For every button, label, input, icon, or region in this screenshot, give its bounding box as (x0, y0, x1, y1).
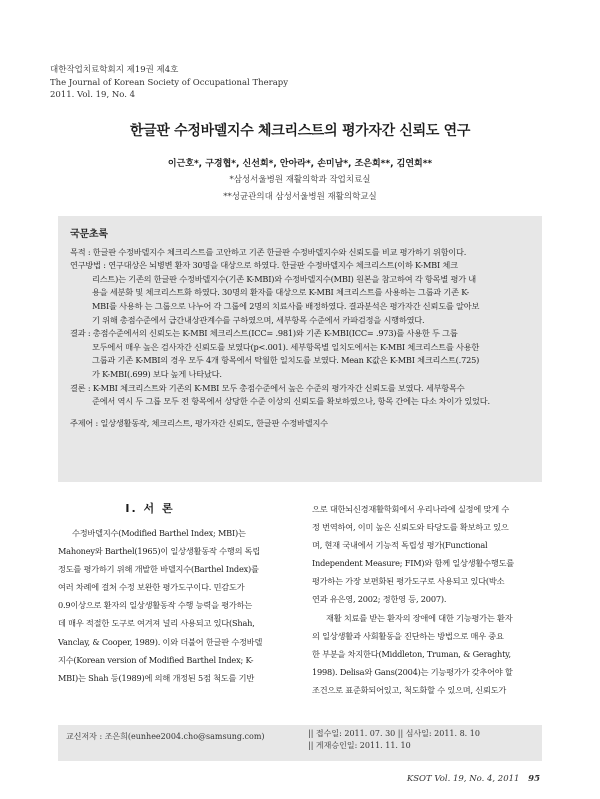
body-text-line: 0.9이상으로 환자의 일상생활동작 수행 능력을 평가하는 (58, 600, 253, 611)
journal-issue: 2011. Vol. 19, No. 4 (50, 90, 136, 100)
body-text-line: Vanclay, & Cooper, 1989). 이와 더불어 한글판 수정바델 (58, 636, 263, 647)
body-text-line: 의 일상생활과 사회활동을 진단하는 방법으로 매우 중요 (312, 630, 504, 641)
abstract-line: 기 위해 총점수준에서 급간내상관계수를 구하였으며, 세부항목 수준에서 카파검정을 시행하였다. (92, 314, 425, 325)
footer-journal-ref: KSOT Vol. 19, No. 4, 2011 (406, 774, 520, 784)
abstract-line: 모두에서 매우 높은 검사자간 신뢰도를 보였다(p<.001). 세부항목별 일치도에서는 K-MBI 체크리스트를 사용한 (92, 341, 480, 352)
body-text-line: 으로 대한뇌신경재활학회에서 우리나라에 실정에 맞게 수 (312, 504, 510, 514)
abstract-line: 준에서 역시 두 그룹 모두 전 항목에서 상당한 수준 이상의 신뢰도를 확보하였으나, 항목 간에는 다소 차이가 있었다. (92, 396, 490, 407)
body-text-line: 조건으로 표준화되어있고, 척도화할 수 있으며, 신뢰도가 (312, 684, 507, 695)
body-column-right (312, 500, 547, 699)
body-text-line: Mahoney와 Barthel(1965)이 일상생활동작 수행의 독립 (58, 546, 261, 557)
abstract-line: 결론 : K-MBI 체크리스트와 기존의 K-MBI 모두 총점수준에서 높은 수준의 평가자간 신뢰도를 보였다. 세부항목수 (70, 382, 465, 393)
body-text-line: 재활 치료를 받는 환자의 장애에 대한 기능평가는 환자 (326, 612, 513, 623)
received-review-dates: || 접수일: 2011. 07. 30 || 심사일: 2011. 8. 10 (308, 729, 480, 738)
body-text-line: 지수(Korean version of Modified Barthel Index; K- (58, 654, 254, 665)
abstract-line: 결과 : 총점수준에서의 신뢰도는 K-MBI 체크리스트(ICC= .981)와 기존 K-MBI(ICC= .973)를 사용한 두 그룹 (70, 328, 458, 339)
manuscript-info-box (58, 725, 542, 761)
abstract-keywords: 주제어 : 일상생활동작, 체크리스트, 평가자간 신뢰도, 한글판 수정바델지수 (70, 417, 328, 428)
body-text-line: 수정바델지수(Modified Barthel Index; MBI)는 (72, 528, 246, 538)
correspondence-author: 교신저자 : 조은희(eunhee2004.cho@samsung.com) (66, 732, 265, 741)
body-text-line: 1998). Delisa와 Gans(2004)는 기능평가가 갖추어야 할 (312, 666, 513, 677)
abstract-line: 리스트)는 기존의 한글판 수정바델지수(기존 K-MBI)와 수정바델지수(MBI) 원본을 참고하여 각 항목별 평가 내 (92, 273, 477, 284)
body-text-line: 한 부분을 차지한다(Middleton, Truman, & Geraghty, (312, 648, 511, 659)
page-number: 95 (528, 774, 540, 784)
affiliation-1: *삼성서울병원 재활의학과 작업치료실 (229, 175, 371, 185)
body-text-line: 며, 현재 국내에서 기능적 독립성 평가(Functional (312, 540, 488, 551)
body-text-line: 연과 유은영, 2002; 정한영 등, 2007). (312, 594, 447, 605)
body-column-left (58, 524, 293, 687)
body-text-line: Independent Measure; FIM)와 함께 일상생활수행도를 (312, 558, 515, 569)
section-heading-introduction: Ⅰ. 서 론 (125, 502, 175, 515)
page-footer (407, 774, 540, 784)
affiliation-2: **성균관의대 삼성서울병원 재활의학교실 (223, 192, 377, 202)
author-list: 이근호*, 구경협*, 신선희*, 안아라*, 손미남*, 조은희**, 김연희** (167, 159, 433, 169)
abstract-heading: 국문초록 (70, 229, 108, 240)
abstract-line: 용을 세분화 및 체크리스트화 하였다. 30명의 환자를 대상으로 K-MBI 체크리스트를 사용하는 그룹과 기존 K- (92, 287, 470, 298)
accepted-date: || 게재승인일: 2011. 11. 10 (308, 741, 411, 750)
body-text-line: MBI)는 Shah 등(1989)에 의해 개정된 5점 척도를 기반 (58, 672, 255, 683)
journal-english-name: The Journal of Korean Society of Occupational Therapy (50, 77, 289, 88)
manuscript-dates (308, 728, 480, 752)
journal-korean-name: 대한작업치료학회지 제19권 제4호 (50, 65, 179, 75)
body-text-line: 평가하는 가장 보편화된 평가도구로 사용되고 있다(박소 (312, 576, 505, 587)
body-text-line: 데 매우 적절한 도구로 여겨져 널리 사용되고 있다(Shah, (58, 618, 255, 629)
abstract-body (70, 246, 530, 409)
journal-header (50, 64, 288, 102)
body-text-line: 정 번역하여, 이미 높은 신뢰도와 타당도를 확보하고 있으 (312, 522, 509, 533)
korean-abstract-box (58, 216, 542, 482)
abstract-line: 그룹과 기존 K-MBI의 경우 모두 4개 항목에서 탁월한 일치도를 보였다. Mean K값은 K-MBI 체크리스트(.725) (92, 355, 480, 366)
abstract-line: 가 K-MBI(.699) 보다 높게 나타났다. (92, 368, 222, 379)
paper-title: 한글판 수정바델지수 체크리스트의 평가자간 신뢰도 연구 (129, 123, 471, 139)
body-text-line: 여러 차례에 걸쳐 수정 보완한 평가도구이다. 민감도가 (58, 582, 245, 593)
abstract-line: 목적 : 한글판 수정바델지수 체크리스트를 고안하고 기존 한글판 수정바델지수와 신뢰도를 비교 평가하기 위함이다. (70, 246, 467, 257)
abstract-line: MBI를 사용하 는 그룹으로 나누어 각 그룹에 2명의 치료사를 배정하였다. 결과분석은 평가자간 신뢰도를 알아보 (92, 300, 480, 311)
abstract-line: 연구방법 : 연구대상은 뇌병변 환자 30명을 대상으로 하였다. 한글판 수정바델지수 체크리스트(이하 K-MBI 체크 (70, 260, 458, 271)
body-text-line: 정도를 평가하기 위해 개발한 바델지수(Barthel Index)를 (58, 564, 259, 575)
